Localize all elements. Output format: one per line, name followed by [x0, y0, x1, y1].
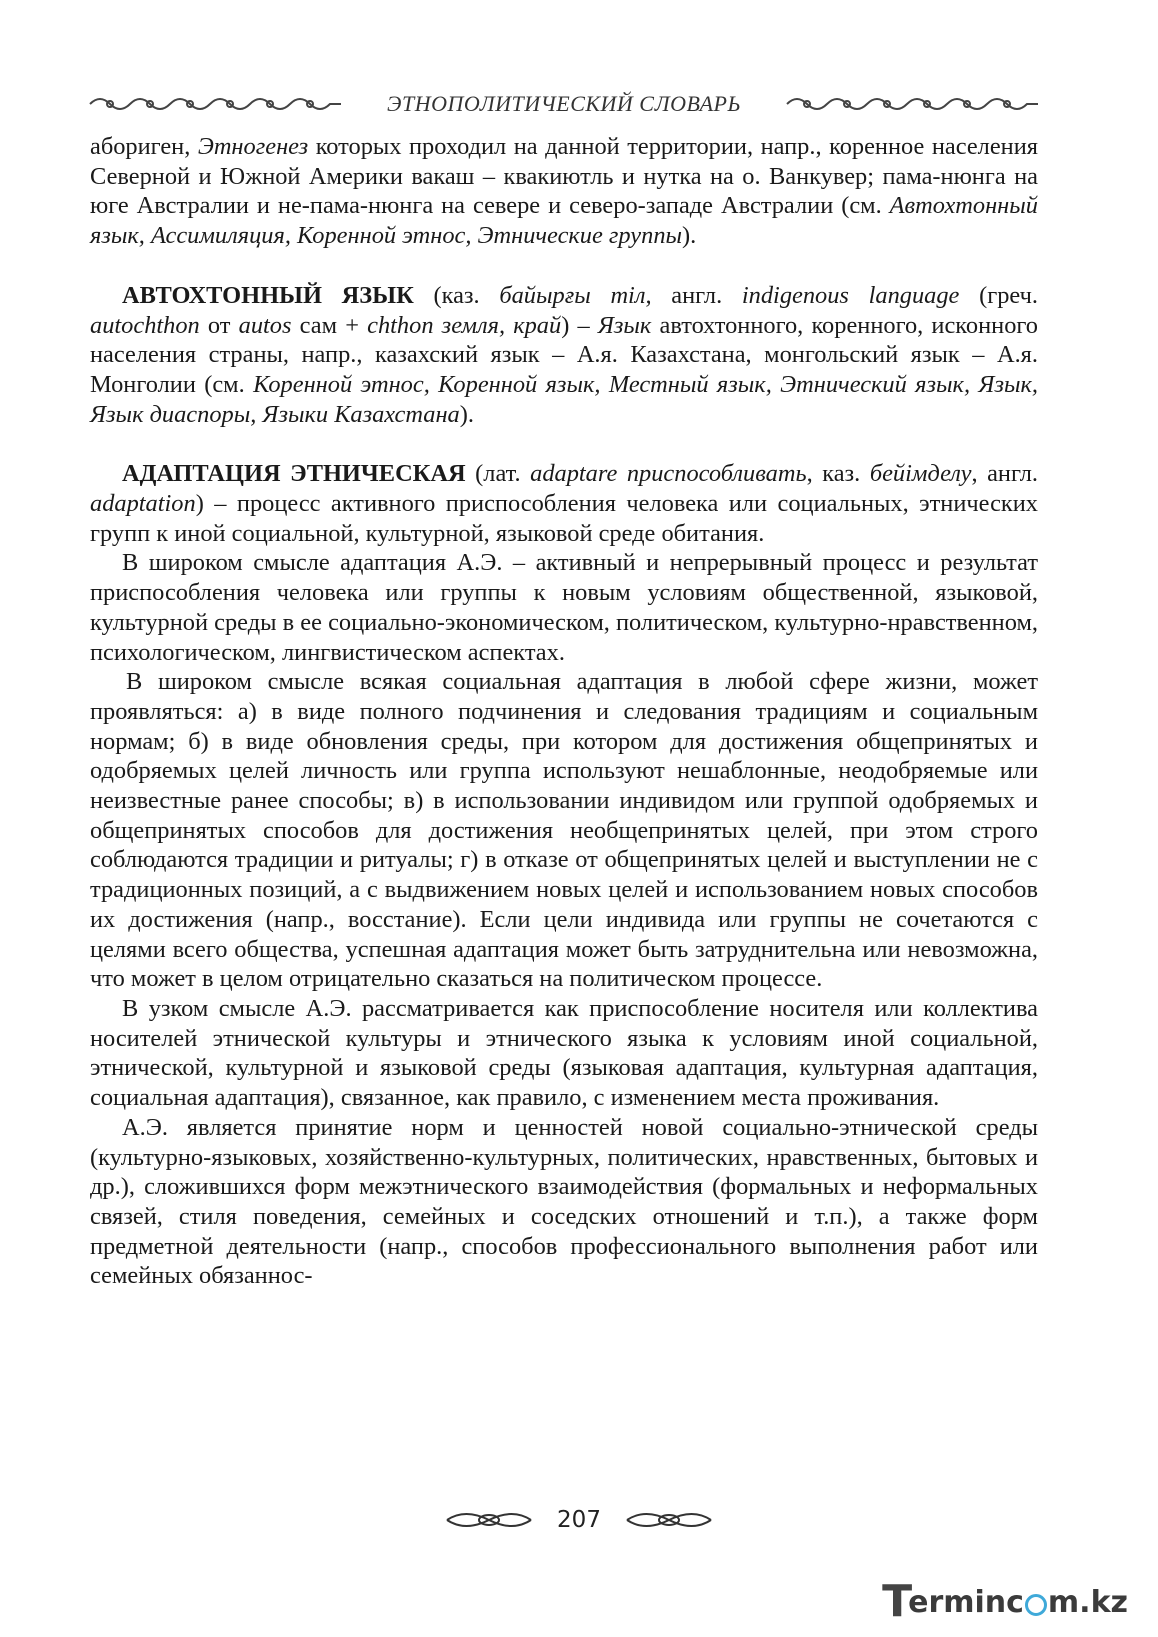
italic-text: Коренной этнос, Коренной язык, Местный язык, Этнический язык, Язык, Язык диаспоры, Языки Казахстана: [90, 370, 1038, 428]
page-body: [90, 132, 1038, 1291]
entry-term: АДАПТАЦИЯ ЭТНИЧЕСКАЯ: [122, 460, 466, 488]
text-run: которых проходил на данной территории, напр., коренное населения Северной и Южной Америки вакаш – квакиютль и нутка на о. Ванкувер; пама-нюнга на юге Австралии и не-пама-нюнга на севере и северо-западе Австралии (см.: [90, 133, 1038, 220]
paragraph-norms: [90, 1113, 1038, 1291]
site-watermark: [882, 1576, 1128, 1627]
text-run: ).: [682, 222, 697, 250]
italic-text: Автохтонный язык, Ассимиляция, Коренной этнос, Этнические группы: [90, 192, 1038, 250]
italic-text: бейімделу: [869, 460, 972, 488]
italic-text: indigenous language: [741, 281, 960, 309]
paragraph-narrow-sense: [90, 994, 1038, 1113]
italic-text: байырғы тіл,: [499, 281, 652, 309]
text-run: от: [199, 311, 239, 339]
paragraph-continuation: [90, 132, 1038, 251]
text-run: В узком смысле А.Э. рассматривается как приспособление носителя или коллектива носителей этнической культуры и этнического языка к условиям иной социальной, этнической, культурной и языковой среды (языковая адаптация, культурная адаптация, социальная адаптация), связанное, как правило, с изменением места проживания.: [90, 994, 1038, 1112]
entry-term: АВТОХТОННЫЙ ЯЗЫК: [122, 281, 414, 309]
paragraph-broad-sense: [90, 548, 1038, 667]
text-run: (греч.: [959, 281, 1038, 309]
italic-text: adaptation: [90, 490, 196, 518]
watermark-pre: erminc: [908, 1584, 1024, 1620]
text-run: , каз.: [806, 460, 870, 488]
text-run: ) –: [561, 311, 598, 339]
entry-autochthonous-language: [90, 281, 1038, 430]
italic-text: chthon земля, край: [367, 311, 562, 339]
text-run: В широком смысле всякая социальная адаптация в любой сфере жизни, может проявляться: а) в виде полного подчинения и следования традициям и социальным нормам; б) в виде обновления среды, при котором для достижения общепринятых и одобряемых целей личность или группа используют нешаблонные, неодобряемые или неизвестные ранее способы; в) в использовании индивидом или группой одобряемых и общепринятых способов для достижения необщепринятых целей, при этом строго соблюдаются традиции и ритуалы; г) в отказе от общепринятых целей и выступлении не с традиционных позиций, а с выдвижением новых целей и использованием новых способов их достижения (напр., восстание). Если цели индивида или группы не сочетаются с целями всего общества, успешная адаптация может быть затруднительна или невозможна, что может в целом отрицательно сказаться на политическом процессе.: [90, 668, 1038, 993]
ornament-left-icon: [88, 92, 343, 116]
text-run: А.Э. является принятие норм и ценностей новой социально-этнической среды (культурно-языковых, хозяйственно-культурных, политических, нравственных, бытовых и др.), сложившихся форм межэтнического взаимодействия (формальных и неформальных связей, стиля поведения, семейных и соседских отношений и т.п.), а также форм предметной деятельности (напр., способов профессионального выполнения работ или семейных обязаннос-: [90, 1113, 1038, 1290]
text-run: ) – процесс активного приспособления человека или социальных, этнических групп к иной социальной, культурной, языковой среде обитания.: [90, 490, 1038, 547]
flourish-left-icon: [445, 1506, 533, 1534]
text-run: (каз.: [413, 281, 500, 309]
italic-text: adaptare приспособливать: [530, 460, 807, 488]
italic-text: autochthon: [90, 311, 200, 339]
text-run: В широком смысле адаптация А.Э. – активный и непрерывный процесс и результат приспособления человека или группы к новым условиям общественной, языковой, культурной среды в ее социально-экономическом, политическом, культурно-нравственном, психологическом, лингвистическом аспектах.: [90, 549, 1038, 666]
watermark-t: T: [882, 1576, 913, 1627]
italic-text: Этногенез: [197, 133, 309, 160]
italic-text: autos: [238, 311, 292, 339]
watermark-post: m.kz: [1047, 1584, 1128, 1620]
entry-ethnic-adaptation: [90, 459, 1038, 548]
text-run: (лат.: [465, 460, 531, 488]
paragraph-social-adaptation: [90, 667, 1038, 994]
page-footer: [0, 1502, 1158, 1538]
text-run: , англ.: [971, 460, 1038, 488]
header-title: ЭТНОПОЛИТИЧЕСКИЙ СЛОВАРЬ: [387, 91, 741, 116]
flourish-right-icon: [625, 1506, 713, 1534]
running-header: [88, 86, 1040, 122]
ornament-right-icon: [785, 92, 1040, 116]
text-run: англ.: [651, 281, 742, 309]
text-run: ).: [459, 400, 474, 428]
italic-text: Язык: [597, 311, 652, 339]
text-run: сам +: [291, 311, 368, 339]
watermark-o-icon: [1025, 1594, 1047, 1616]
text-run: абориген,: [90, 133, 198, 160]
text-run: автохтонного, коренного, исконного населения страны, напр., казахский язык – А.я. Казахстана, монгольский язык – А.я. Монголии (см.: [90, 311, 1039, 398]
page-number: 207: [557, 1507, 601, 1533]
